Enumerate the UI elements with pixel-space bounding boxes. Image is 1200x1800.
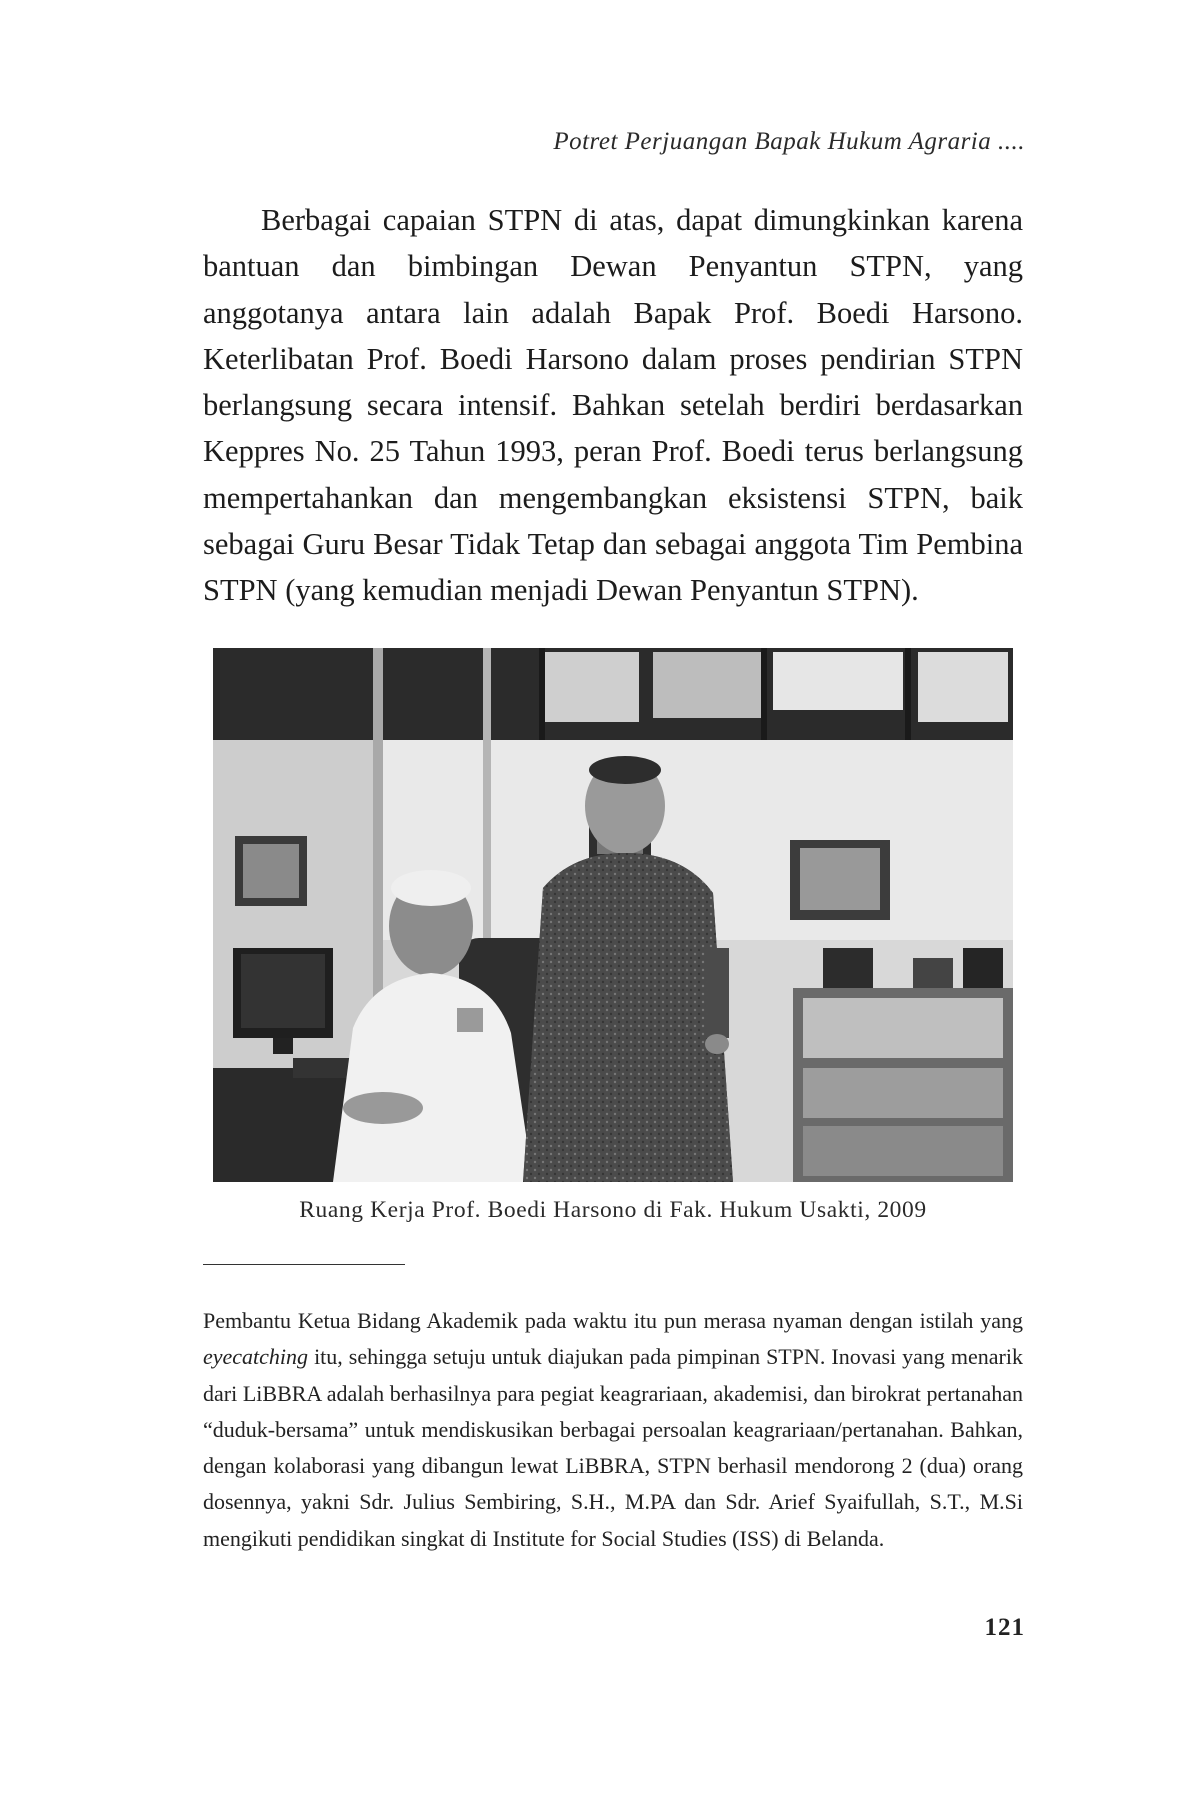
photo-caption: Ruang Kerja Prof. Boedi Harsono di Fak. Hukum Usakti, 2009 bbox=[299, 1197, 927, 1223]
footnote-separator bbox=[203, 1264, 405, 1265]
footnote-text-part-1: Pembantu Ketua Bidang Akademik pada waktu itu pun merasa nyaman dengan istilah yang bbox=[203, 1308, 1023, 1333]
footnote-italic-term: eyecatching bbox=[203, 1344, 309, 1370]
office-photo bbox=[213, 648, 1013, 1182]
body-paragraph: Berbagai capaian STPN di atas, dapat dimungkinkan karena bantuan dan bimbingan Dewan Penyantun STPN, yang anggotanya antara lain adalah Bapak Prof. Boedi Harsono. Keterlibatan Prof. Boedi Harsono dalam proses pendirian STPN berlangsung secara intensif. Bahkan setelah berdiri berdasarkan Keppres No. 25 Tahun 1993, peran Prof. Boedi terus berlangsung mempertahankan dan mengembangkan eksistensi STPN, baik sebagai Guru Besar Tidak Tetap dan sebagai anggota Tim Pembina STPN (yang kemudian menjadi Dewan Penyantun STPN). bbox=[203, 203, 1023, 608]
running-header: Potret Perjuangan Bapak Hukum Agraria .... bbox=[553, 128, 1025, 155]
footnote-text-part-2: itu, sehingga setuju untuk diajukan pada pimpinan STPN. Inovasi yang menarik dari LiBBRA adalah berhasilnya para pegiat keagrariaan, akademisi, dan birokrat pertanahan “duduk-bersama” untuk mendiskusikan berbagai persoalan keagrariaan/pertanahan. Bahkan, dengan kolaborasi yang dibangun lewat LiBBRA, STPN berhasil mendorong 2 (dua) orang dosennya, yakni Sdr. Julius Sembiring, S.H., M.PA dan Sdr. Arief Syaifullah, S.T., M.Si mengikuti pendidikan singkat di Institute for Social Studies (ISS) di Belanda. bbox=[203, 1344, 1023, 1551]
footnote-text bbox=[203, 1303, 1023, 1557]
page-number: 121 bbox=[984, 1614, 1025, 1641]
